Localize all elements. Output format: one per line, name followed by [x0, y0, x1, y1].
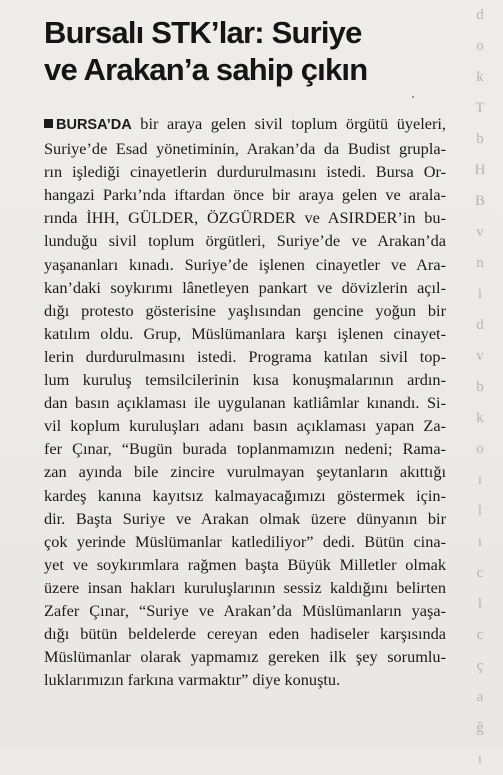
article-line: yet ve soykırımlara rağmen başta Büyük Milletler olmak: [44, 554, 446, 574]
edge-glyph: d: [476, 317, 484, 333]
article-line: çok yerinde Müslümanlar katlediliyor” dedi. Bütün cina-: [44, 531, 446, 551]
edge-glyph: d: [476, 7, 484, 23]
edge-glyph: l: [477, 503, 483, 519]
edge-glyph: l: [477, 596, 483, 612]
article-line: luklarımızın farkına varmaktır” diye konuştu.: [44, 670, 341, 690]
edge-glyph: i: [477, 286, 483, 302]
article-line: rın işlediği cinayetlerin durdurulmasını istedi. Bursa Or-: [44, 162, 446, 182]
edge-glyph: T: [475, 100, 485, 116]
article-headline: [44, 14, 444, 88]
article-line: fer Çınar, “Bugün burada toplanmamızın nedeni; Rama-: [44, 439, 446, 459]
edge-glyph: ı: [477, 534, 483, 550]
edge-glyph: b: [476, 131, 484, 147]
article-line: dir. Başta Suriye ve Arakan olmak üzere dünyanın bir: [44, 508, 446, 528]
edge-glyph: k: [476, 410, 484, 426]
article-body: [44, 112, 446, 691]
headline-line-1: Bursalı STK’lar: Suriye: [44, 15, 362, 50]
edge-glyph: a: [476, 689, 484, 705]
edge-glyph: ç: [476, 658, 484, 674]
edge-glyph: o: [476, 441, 484, 457]
article-line: dığı protesto gösterisine yaşlısından gencine yoğun bir: [44, 300, 446, 320]
article-line: dığı bütün beldelerde cereyan eden hadiseler karşısında: [44, 624, 446, 644]
article-line: üzere insan hakları kuruluşlarının sessiz kaldığını belirten: [44, 577, 446, 597]
edge-glyph: k: [476, 69, 484, 85]
edge-glyph: v: [476, 224, 484, 240]
article-line: hangazi Parkı’nda iftardan önce bir araya gelen ve arala-: [44, 185, 446, 205]
edge-glyph: b: [476, 379, 484, 395]
article-line: lum kuruluş temsilcilerinin kısa konuşmalarının ardın-: [44, 370, 446, 390]
edge-glyph: ı: [477, 472, 483, 488]
edge-glyph: H: [474, 162, 486, 178]
bullet-square-icon: [44, 119, 53, 128]
article-dateline: BURSA’DA: [56, 117, 132, 133]
article-line: Zafer Çınar, “Suriye ve Arakan’da Müslümanların yaşa-: [44, 600, 446, 620]
headline-line-2: ve Arakan’a sahip çıkın: [44, 52, 368, 87]
adjacent-column-fragment: [473, 0, 487, 767]
article-line-text: bir araya gelen sivil toplum örgütü üyeleri,: [131, 114, 446, 133]
article-line: kardeş kanına kayıtsız kalmayacağımızı göstermek için-: [44, 485, 446, 505]
edge-glyph: B: [474, 193, 485, 209]
article-line: vil koplum kuruluşları adanı basın açıklaması yapan Za-: [44, 416, 446, 436]
edge-glyph: ı: [477, 751, 483, 767]
article-line: kan’daki soykırımı lânetleyen pankart ve dövizlerin açıl-: [44, 277, 446, 297]
article-line: [44, 112, 446, 137]
edge-glyph: v: [476, 348, 484, 364]
article-line: lunduğu sivil toplum örgütleri, Suriye’de ve Arakan’da: [44, 231, 446, 251]
article-line: yaşananları kınadı. Suriye’de işlenen cinayetler ve Ara-: [44, 254, 446, 274]
edge-glyph: c: [476, 565, 484, 581]
article-line: rında İHH, GÜLDER, ÖZGÜRDER ve ASIRDER’in bu-: [44, 208, 446, 228]
edge-glyph: c: [476, 627, 484, 643]
article-line: Suriye’de Esad yönetiminin, Arakan’da da Budist grupla-: [44, 139, 446, 159]
edge-glyph: ğ: [476, 720, 484, 736]
article-line: lerin durdurulmasını istedi. Programa katılan sivil top-: [44, 346, 446, 366]
edge-glyph: o: [476, 38, 484, 54]
article-line: zan ayında bile zincire vurulmayan şeytanların akıttığı: [44, 462, 446, 482]
article-line: katılım oldu. Grup, Müslümanlara karşı işlenen cinayet-: [44, 323, 446, 343]
article-line: dan basın açıklaması ile uygulanan katliâmlar kınandı. Si-: [44, 393, 446, 413]
edge-glyph: n: [476, 255, 484, 271]
print-speck: [412, 96, 414, 98]
article-line: Müslümanlar olarak yapmamız gereken ilk şey sorumlu-: [44, 647, 446, 667]
